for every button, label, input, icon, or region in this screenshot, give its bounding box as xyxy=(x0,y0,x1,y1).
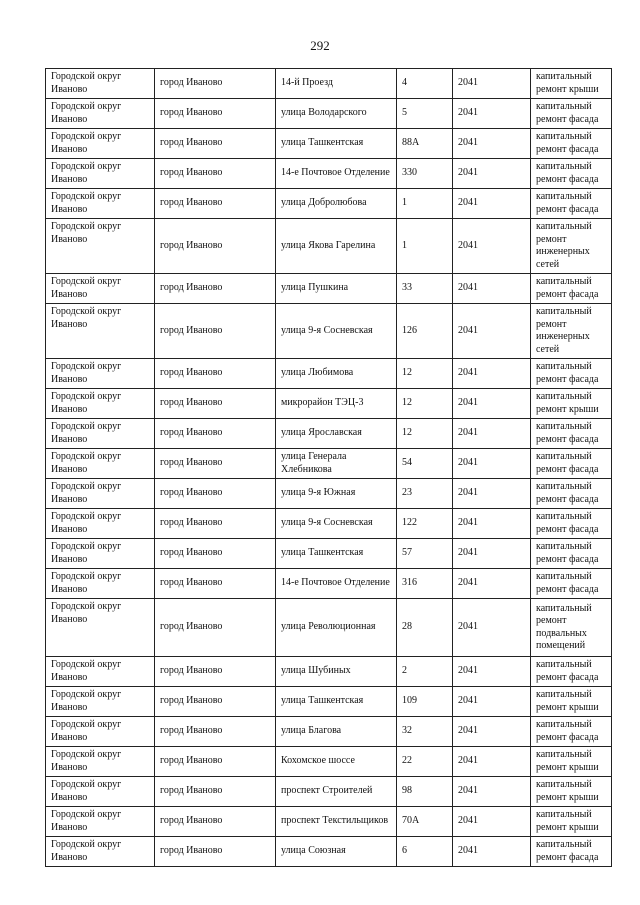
house-cell: 70А xyxy=(397,807,453,837)
house-cell: 57 xyxy=(397,539,453,569)
work-type-cell: капитальный ремонт крыши xyxy=(531,747,612,777)
table-row xyxy=(46,274,612,304)
okrug-cell: Городской округ Иваново xyxy=(46,837,155,867)
house-cell: 98 xyxy=(397,777,453,807)
house-cell: 12 xyxy=(397,359,453,389)
street-cell: улица 9-я Сосневская xyxy=(276,509,397,539)
city-cell: город Иваново xyxy=(155,657,276,687)
table-row xyxy=(46,569,612,599)
year-cell: 2041 xyxy=(453,389,531,419)
okrug-cell: Городской округ Иваново xyxy=(46,159,155,189)
city-cell: город Иваново xyxy=(155,777,276,807)
street-cell: улица Добролюбова xyxy=(276,189,397,219)
okrug-cell: Городской округ Иваново xyxy=(46,569,155,599)
house-cell: 12 xyxy=(397,419,453,449)
table-row xyxy=(46,687,612,717)
year-cell: 2041 xyxy=(453,99,531,129)
street-cell: улица Ташкентская xyxy=(276,687,397,717)
table-row xyxy=(46,717,612,747)
table-row xyxy=(46,389,612,419)
year-cell: 2041 xyxy=(453,807,531,837)
city-cell: город Иваново xyxy=(155,129,276,159)
year-cell: 2041 xyxy=(453,747,531,777)
okrug-cell: Городской округ Иваново xyxy=(46,717,155,747)
okrug-cell: Городской округ Иваново xyxy=(46,189,155,219)
house-cell: 330 xyxy=(397,159,453,189)
work-type-cell: капитальный ремонт фасада xyxy=(531,419,612,449)
city-cell: город Иваново xyxy=(155,389,276,419)
house-cell: 22 xyxy=(397,747,453,777)
house-cell: 23 xyxy=(397,479,453,509)
table-row xyxy=(46,599,612,657)
table-row xyxy=(46,837,612,867)
table-row xyxy=(46,777,612,807)
table-row xyxy=(46,189,612,219)
year-cell: 2041 xyxy=(453,219,531,274)
work-type-cell: капитальный ремонт фасада xyxy=(531,189,612,219)
city-cell: город Иваново xyxy=(155,747,276,777)
okrug-cell: Городской округ Иваново xyxy=(46,304,155,359)
city-cell: город Иваново xyxy=(155,569,276,599)
table-row xyxy=(46,449,612,479)
street-cell: улица Володарского xyxy=(276,99,397,129)
table-row xyxy=(46,304,612,359)
city-cell: город Иваново xyxy=(155,807,276,837)
house-cell: 109 xyxy=(397,687,453,717)
table-row xyxy=(46,129,612,159)
city-cell: город Иваново xyxy=(155,359,276,389)
year-cell: 2041 xyxy=(453,69,531,99)
work-type-cell: капитальный ремонт фасада xyxy=(531,274,612,304)
street-cell: проспект Текстильщиков xyxy=(276,807,397,837)
okrug-cell: Городской округ Иваново xyxy=(46,419,155,449)
work-type-cell: капитальный ремонт крыши xyxy=(531,389,612,419)
year-cell: 2041 xyxy=(453,569,531,599)
house-cell: 32 xyxy=(397,717,453,747)
work-type-cell: капитальный ремонт фасада xyxy=(531,479,612,509)
table-row xyxy=(46,539,612,569)
city-cell: город Иваново xyxy=(155,687,276,717)
house-cell: 1 xyxy=(397,189,453,219)
okrug-cell: Городской округ Иваново xyxy=(46,219,155,274)
street-cell: улица Союзная xyxy=(276,837,397,867)
okrug-cell: Городской округ Иваново xyxy=(46,657,155,687)
work-type-cell: капитальный ремонт инженерных сетей xyxy=(531,304,612,359)
city-cell: город Иваново xyxy=(155,419,276,449)
work-type-cell: капитальный ремонт фасада xyxy=(531,159,612,189)
year-cell: 2041 xyxy=(453,274,531,304)
okrug-cell: Городской округ Иваново xyxy=(46,777,155,807)
table-row xyxy=(46,99,612,129)
repair-registry-table xyxy=(45,68,612,867)
work-type-cell: капитальный ремонт фасада xyxy=(531,449,612,479)
okrug-cell: Городской округ Иваново xyxy=(46,449,155,479)
year-cell: 2041 xyxy=(453,304,531,359)
okrug-cell: Городской округ Иваново xyxy=(46,479,155,509)
table-row xyxy=(46,159,612,189)
work-type-cell: капитальный ремонт инженерных сетей xyxy=(531,219,612,274)
work-type-cell: капитальный ремонт фасада xyxy=(531,657,612,687)
okrug-cell: Городской округ Иваново xyxy=(46,99,155,129)
street-cell: 14-е Почтовое Отделение xyxy=(276,159,397,189)
year-cell: 2041 xyxy=(453,539,531,569)
house-cell: 88А xyxy=(397,129,453,159)
house-cell: 28 xyxy=(397,599,453,657)
year-cell: 2041 xyxy=(453,129,531,159)
street-cell: улица Любимова xyxy=(276,359,397,389)
work-type-cell: капитальный ремонт крыши xyxy=(531,687,612,717)
house-cell: 54 xyxy=(397,449,453,479)
work-type-cell: капитальный ремонт фасада xyxy=(531,717,612,747)
work-type-cell: капитальный ремонт фасада xyxy=(531,837,612,867)
house-cell: 5 xyxy=(397,99,453,129)
work-type-cell: капитальный ремонт фасада xyxy=(531,539,612,569)
city-cell: город Иваново xyxy=(155,479,276,509)
okrug-cell: Городской округ Иваново xyxy=(46,359,155,389)
city-cell: город Иваново xyxy=(155,274,276,304)
city-cell: город Иваново xyxy=(155,599,276,657)
work-type-cell: капитальный ремонт фасада xyxy=(531,129,612,159)
city-cell: город Иваново xyxy=(155,449,276,479)
house-cell: 122 xyxy=(397,509,453,539)
year-cell: 2041 xyxy=(453,717,531,747)
street-cell: 14-й Проезд xyxy=(276,69,397,99)
okrug-cell: Городской округ Иваново xyxy=(46,599,155,657)
year-cell: 2041 xyxy=(453,657,531,687)
house-cell: 316 xyxy=(397,569,453,599)
street-cell: улица Генерала Хлебникова xyxy=(276,449,397,479)
city-cell: город Иваново xyxy=(155,717,276,747)
street-cell: улица Ташкентская xyxy=(276,129,397,159)
work-type-cell: капитальный ремонт фасада xyxy=(531,99,612,129)
city-cell: город Иваново xyxy=(155,509,276,539)
city-cell: город Иваново xyxy=(155,189,276,219)
work-type-cell: капитальный ремонт крыши xyxy=(531,777,612,807)
city-cell: город Иваново xyxy=(155,99,276,129)
table-row xyxy=(46,419,612,449)
okrug-cell: Городской округ Иваново xyxy=(46,539,155,569)
table-row xyxy=(46,657,612,687)
house-cell: 6 xyxy=(397,837,453,867)
street-cell: Кохомское шоссе xyxy=(276,747,397,777)
street-cell: микрорайон ТЭЦ-3 xyxy=(276,389,397,419)
page-number: 292 xyxy=(310,38,330,53)
street-cell: улица Шубиных xyxy=(276,657,397,687)
year-cell: 2041 xyxy=(453,159,531,189)
work-type-cell: капитальный ремонт фасада xyxy=(531,569,612,599)
street-cell: 14-е Почтовое Отделение xyxy=(276,569,397,599)
work-type-cell: капитальный ремонт фасада xyxy=(531,509,612,539)
table-row xyxy=(46,479,612,509)
city-cell: город Иваново xyxy=(155,539,276,569)
house-cell: 4 xyxy=(397,69,453,99)
house-cell: 12 xyxy=(397,389,453,419)
year-cell: 2041 xyxy=(453,189,531,219)
table-row xyxy=(46,509,612,539)
table-row xyxy=(46,69,612,99)
okrug-cell: Городской округ Иваново xyxy=(46,509,155,539)
okrug-cell: Городской округ Иваново xyxy=(46,389,155,419)
okrug-cell: Городской округ Иваново xyxy=(46,274,155,304)
work-type-cell: капитальный ремонт фасада xyxy=(531,359,612,389)
okrug-cell: Городской округ Иваново xyxy=(46,807,155,837)
okrug-cell: Городской округ Иваново xyxy=(46,129,155,159)
city-cell: город Иваново xyxy=(155,837,276,867)
table-row xyxy=(46,219,612,274)
table-row xyxy=(46,747,612,777)
street-cell: проспект Строителей xyxy=(276,777,397,807)
street-cell: улица Ярославская xyxy=(276,419,397,449)
year-cell: 2041 xyxy=(453,509,531,539)
street-cell: улица Благова xyxy=(276,717,397,747)
street-cell: улица Революционная xyxy=(276,599,397,657)
year-cell: 2041 xyxy=(453,837,531,867)
house-cell: 1 xyxy=(397,219,453,274)
year-cell: 2041 xyxy=(453,479,531,509)
year-cell: 2041 xyxy=(453,599,531,657)
table-body xyxy=(46,69,612,867)
year-cell: 2041 xyxy=(453,359,531,389)
street-cell: улица Пушкина xyxy=(276,274,397,304)
street-cell: улица 9-я Южная xyxy=(276,479,397,509)
okrug-cell: Городской округ Иваново xyxy=(46,687,155,717)
city-cell: город Иваново xyxy=(155,159,276,189)
table-row xyxy=(46,807,612,837)
work-type-cell: капитальный ремонт крыши xyxy=(531,807,612,837)
house-cell: 2 xyxy=(397,657,453,687)
city-cell: город Иваново xyxy=(155,219,276,274)
city-cell: город Иваново xyxy=(155,304,276,359)
table-row xyxy=(46,359,612,389)
house-cell: 33 xyxy=(397,274,453,304)
year-cell: 2041 xyxy=(453,687,531,717)
year-cell: 2041 xyxy=(453,777,531,807)
city-cell: город Иваново xyxy=(155,69,276,99)
okrug-cell: Городской округ Иваново xyxy=(46,69,155,99)
work-type-cell: капитальный ремонт подвальных помещений xyxy=(531,599,612,657)
year-cell: 2041 xyxy=(453,419,531,449)
street-cell: улица 9-я Сосневская xyxy=(276,304,397,359)
house-cell: 126 xyxy=(397,304,453,359)
street-cell: улица Якова Гарелина xyxy=(276,219,397,274)
street-cell: улица Ташкентская xyxy=(276,539,397,569)
work-type-cell: капитальный ремонт крыши xyxy=(531,69,612,99)
year-cell: 2041 xyxy=(453,449,531,479)
okrug-cell: Городской округ Иваново xyxy=(46,747,155,777)
